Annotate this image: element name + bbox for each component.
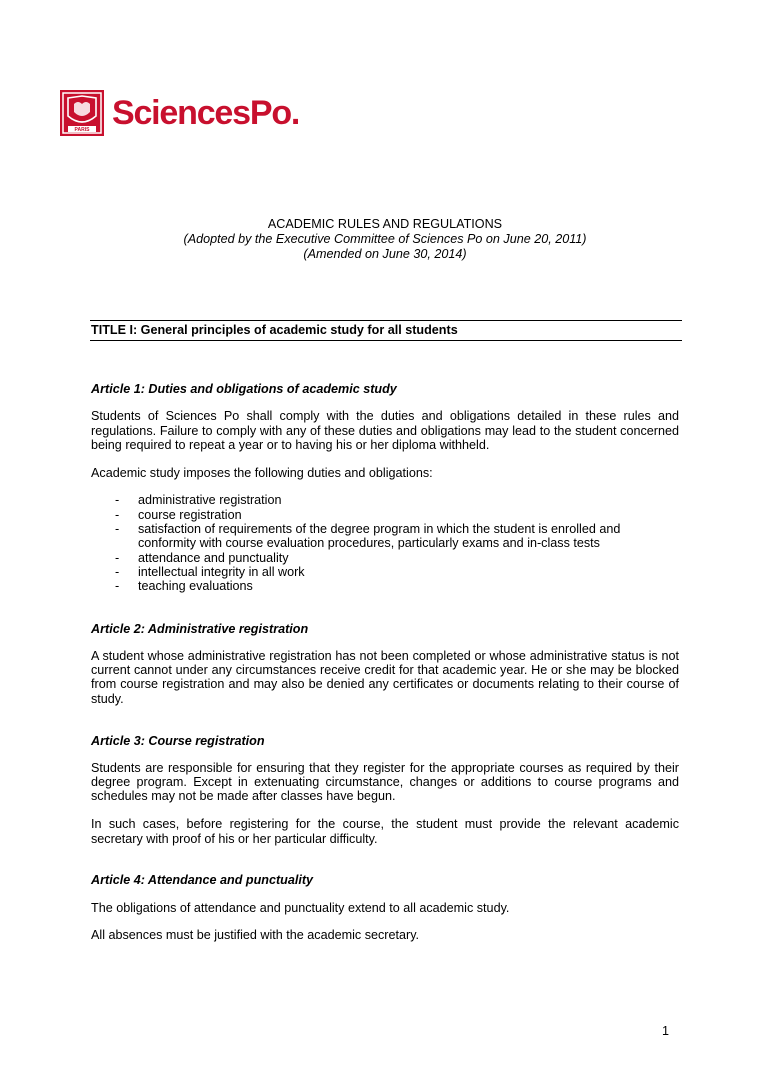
article-1-heading: Article 1: Duties and obligations of academic study (91, 382, 397, 396)
article-4-paragraph-1: The obligations of attendance and punctuality extend to all academic study. (91, 900, 510, 915)
article-2-paragraph-1: A student whose administrative registration has not been completed or whose administrative status is not current cannot under any circumstances receive credit for that academic year. He or she may be blocked from course registration and may also be denied any certificates or documents relating to their course of study. (91, 648, 679, 706)
amended-note: (Amended on June 30, 2014) (303, 247, 467, 261)
list-item: - satisfaction of requirements of the degree program in which the student is enrolled and conformity with course evaluation procedures, particularly exams and in-class tests (91, 522, 679, 551)
document-title: ACADEMIC RULES AND REGULATIONS (267, 217, 503, 231)
list-item: - attendance and punctuality (91, 551, 679, 565)
adopted-note: (Adopted by the Executive Committee of Sciences Po on June 20, 2011) (183, 232, 587, 246)
article-3-paragraph-1: Students are responsible for ensuring that they register for the appropriate courses as required by their degree program. Except in extenuating circumstance, changes or additions to course programs and schedules may not be made after classes have begun. (91, 760, 679, 804)
sciencespo-logo (60, 89, 299, 137)
article-4-heading: Article 4: Attendance and punctuality (91, 873, 314, 888)
list-item: - course registration (91, 508, 679, 522)
document-header (90, 217, 680, 262)
page-number: 1 (662, 1024, 670, 1038)
list-item: - intellectual integrity in all work (91, 565, 679, 579)
article-3-paragraph-2: In such cases, before registering for the course, the student must provide the relevant academic secretary with proof of his or her particular difficulty. (91, 817, 679, 846)
obligations-list (91, 493, 679, 593)
sciencespo-crest-icon (60, 90, 104, 136)
crest-label: PARIS (74, 127, 90, 134)
article-2-heading: Article 2: Administrative registration (91, 621, 309, 636)
article-1-paragraph-1: Students of Sciences Po shall comply with the duties and obligations detailed in these rules and regulations. Failure to comply with any of these duties and obligations may lead to the student concerned being required to repeat a year or to having his or her diploma withheld. (91, 409, 679, 452)
article-3-heading: Article 3: Course registration (91, 733, 265, 748)
article-1-paragraph-2: Academic study imposes the following duties and obligations: (91, 465, 433, 480)
logo-wordmark: SciencesPo. (112, 94, 300, 132)
document-body (91, 382, 679, 956)
article-4-paragraph-2: All absences must be justified with the academic secretary. (91, 928, 420, 943)
list-item: - teaching evaluations (91, 579, 679, 593)
list-item: - administrative registration (91, 493, 679, 507)
title-section-heading: TITLE I: General principles of academic study for all students (90, 320, 682, 341)
